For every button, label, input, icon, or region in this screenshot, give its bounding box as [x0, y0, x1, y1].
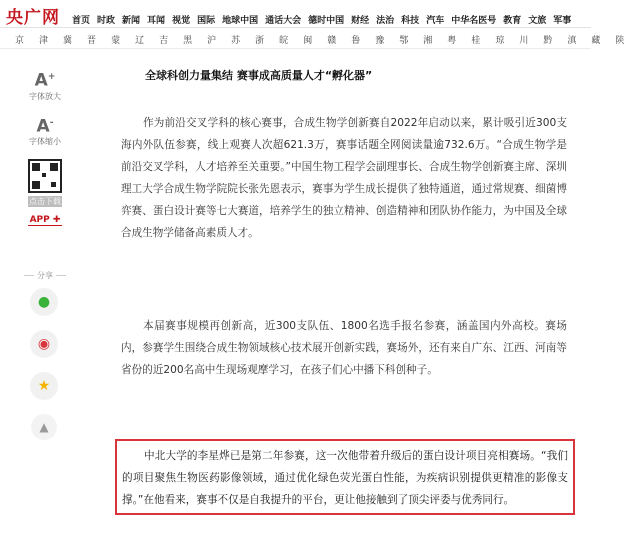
article-paragraph: 作为前沿交叉学科的核心赛事，合成生物学创新赛自2022年启动以来，累计吸引近300支海内外队伍参赛，线上观赛人次超621.3万，赛事话题全网阅读量逾732.6万。“合成生物学是前沿交叉学科，人才培养至关重要。”中国生物工程学会副理事长、合成生物学创新赛主席、深圳理工大学合成生物学院院长张先恩表示，赛事为学生成长提供了独特通道，通过常规赛、细菌博弈赛、蛋白设计赛等七大赛道，培养学生的独立精神、创造精神和团队协作能力，为中国及全球合成生物学储备高素质人才。: [121, 117, 567, 239]
region-nav-item[interactable]: 陕: [615, 36, 624, 46]
nav-item[interactable]: 中华名医号: [451, 16, 497, 26]
left-toolbar: [18, 68, 72, 238]
region-nav-item[interactable]: 冀: [63, 36, 73, 46]
nav-item[interactable]: 财经: [351, 16, 370, 26]
region-nav-item[interactable]: 黔: [543, 36, 553, 46]
font-increase-label: 字体放大: [29, 91, 61, 101]
share-heading: 分享: [18, 270, 72, 281]
nav-item[interactable]: 军事: [553, 16, 572, 26]
region-nav-item[interactable]: 鄂: [399, 36, 409, 46]
region-nav-item[interactable]: 苏: [231, 36, 241, 46]
region-nav-item[interactable]: 晋: [87, 36, 97, 46]
nav-item[interactable]: 教育: [503, 16, 522, 26]
region-nav-item[interactable]: 皖: [279, 36, 289, 46]
weibo-share-icon[interactable]: ◉: [30, 330, 58, 358]
region-nav-item[interactable]: 豫: [375, 36, 385, 46]
qr-code-icon: [28, 159, 62, 193]
region-nav-item[interactable]: 蒙: [111, 36, 121, 46]
nav-item[interactable]: 通话大会: [265, 16, 302, 26]
region-nav-item[interactable]: 闽: [303, 36, 313, 46]
nav-item[interactable]: 汽车: [426, 16, 445, 26]
nav-item[interactable]: 新闻: [122, 16, 141, 26]
article-body: [121, 60, 568, 506]
article-paragraph: 本届赛事规模再创新高，近300支队伍、1800名选手报名参赛，涵盖国内外高校。赛场内，参赛学生围绕合成生物领域核心技术展开创新实践，赛场外，还有来自广东、江西、河南等省份的近200名高中生现场观摩学习，在孩子们心中播下科创种子。: [121, 320, 567, 376]
font-decrease-button[interactable]: [18, 114, 72, 148]
region-nav-item[interactable]: 赣: [327, 36, 337, 46]
nav-item[interactable]: 国际: [197, 16, 216, 26]
font-decrease-label: 字体缩小: [29, 137, 61, 147]
nav-item[interactable]: 时政: [97, 16, 116, 26]
nav-item[interactable]: 耳闻: [147, 16, 166, 26]
qzone-share-icon[interactable]: ★: [30, 372, 58, 400]
region-nav-item[interactable]: 鲁: [351, 36, 361, 46]
region-nav-item[interactable]: 京: [15, 36, 25, 46]
site-logo[interactable]: 央广网: [6, 8, 60, 28]
wechat-share-icon[interactable]: ●: [30, 288, 58, 316]
region-nav-item[interactable]: 吉: [159, 36, 169, 46]
font-decrease-icon: A-: [36, 116, 54, 137]
download-label: 点击下载: [29, 197, 61, 207]
highlighted-paragraph: 中北大学的李星烨已是第二年参赛，这一次他带着升级后的蛋白设计项目亮相赛场。“我们的项目聚焦生物医药影像领域，通过优化绿色荧光蛋白性能，为疾病识别提供更精准的影像支撑。”在他看来，赛事不仅是自我提升的平台，更让他接触到了顶尖评委与优秀同行。: [115, 439, 575, 515]
nav-item[interactable]: 地球中国: [222, 16, 259, 26]
app-link[interactable]: APP ✚: [29, 215, 61, 226]
region-nav-item[interactable]: 湘: [423, 36, 433, 46]
main-nav: [72, 8, 591, 26]
nav-item[interactable]: 视觉: [172, 16, 191, 26]
app-download[interactable]: [18, 159, 72, 226]
region-nav-item[interactable]: 粤: [447, 36, 457, 46]
region-nav-item[interactable]: 川: [519, 36, 529, 46]
region-nav-item[interactable]: 沪: [207, 36, 217, 46]
region-nav-item[interactable]: 津: [39, 36, 49, 46]
region-nav-item[interactable]: 滇: [567, 36, 577, 46]
font-increase-icon: A+: [34, 70, 56, 91]
region-nav-item[interactable]: 藏: [591, 36, 601, 46]
nav-item[interactable]: 法治: [376, 16, 395, 26]
region-nav-item[interactable]: 琼: [495, 36, 505, 46]
font-increase-button[interactable]: [18, 68, 72, 102]
article-subtitle: 全球科创力量集结 赛事成高质量人才“孵化器”: [145, 69, 373, 82]
top-navigation: [0, 0, 591, 28]
region-nav-item[interactable]: 桂: [471, 36, 481, 46]
nav-item[interactable]: 文旅: [528, 16, 547, 26]
nav-item[interactable]: 德时中国: [308, 16, 345, 26]
back-to-top-icon[interactable]: ▲: [31, 414, 57, 440]
region-nav-item[interactable]: 黑: [183, 36, 193, 46]
region-nav-item[interactable]: 浙: [255, 36, 265, 46]
nav-item[interactable]: 科技: [401, 16, 420, 26]
region-nav: [0, 28, 624, 49]
region-nav-item[interactable]: 辽: [135, 36, 145, 46]
nav-item[interactable]: 首页: [72, 16, 91, 26]
